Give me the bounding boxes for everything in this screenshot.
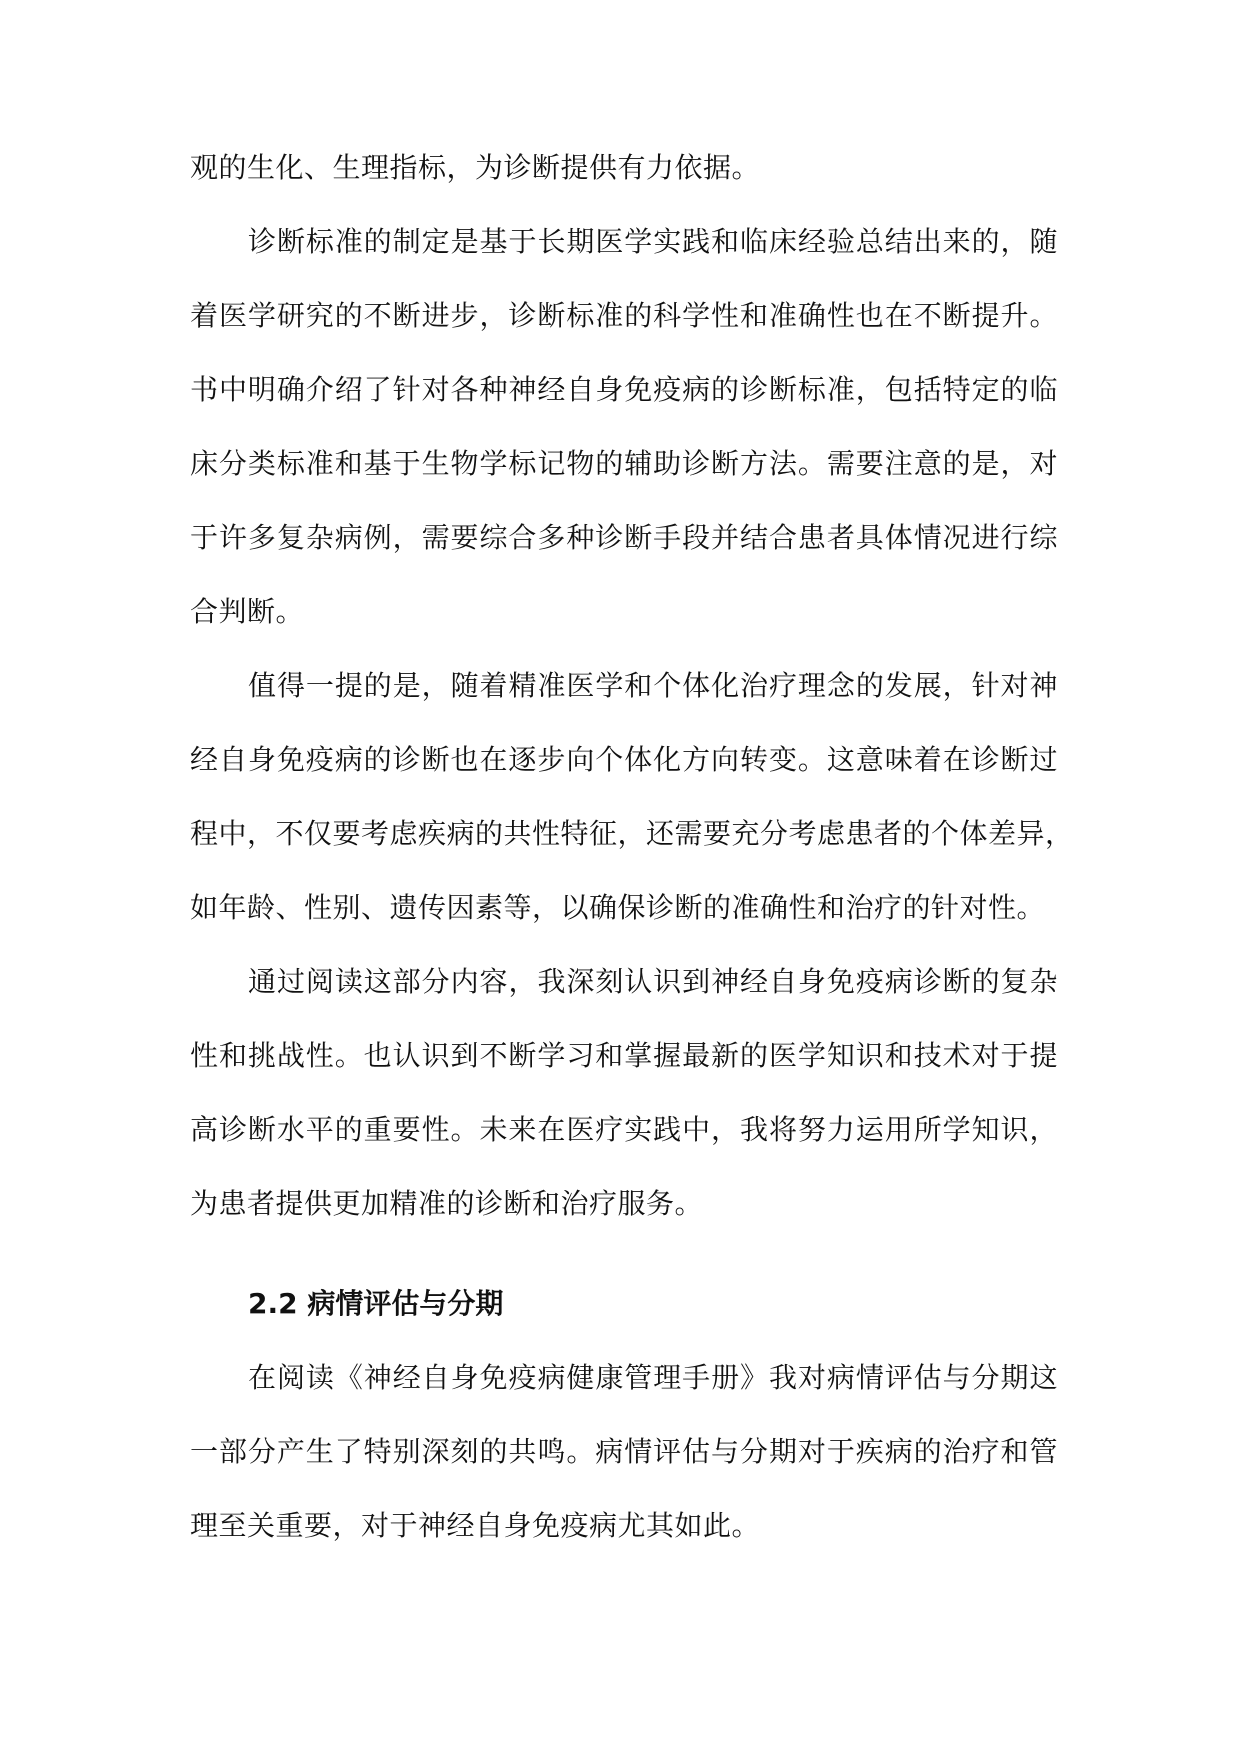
- paragraph-line: 书中明确介绍了针对各种神经自身免疫病的诊断标准，包括特定的临: [190, 373, 1058, 406]
- paragraph-line: 在阅读《神经自身免疫病健康管理手册》我对病情评估与分期这: [248, 1361, 1058, 1394]
- paragraph-line: 着医学研究的不断进步，诊断标准的科学性和准确性也在不断提升。: [190, 299, 1058, 332]
- paragraph-line: 值得一提的是，随着精准医学和个体化治疗理念的发展，针对神: [248, 669, 1058, 702]
- paragraph-line: 理至关重要，对于神经自身免疫病尤其如此。: [190, 1509, 761, 1542]
- paragraph-line: 高诊断水平的重要性。未来在医疗实践中，我将努力运用所学知识，: [190, 1113, 1058, 1146]
- paragraph-line: 于许多复杂病例，需要综合多种诊断手段并结合患者具体情况进行综: [190, 521, 1058, 554]
- paragraph-line: 诊断标准的制定是基于长期医学实践和临床经验总结出来的，随: [248, 225, 1058, 258]
- paragraph-line: 通过阅读这部分内容，我深刻认识到神经自身免疫病诊断的复杂: [248, 965, 1058, 998]
- paragraph-line: 一部分产生了特别深刻的共鸣。病情评估与分期对于疾病的治疗和管: [190, 1435, 1058, 1468]
- page-content: [190, 148, 1074, 1580]
- paragraph-line: 如年龄、性别、遗传因素等，以确保诊断的准确性和治疗的针对性。: [190, 891, 1046, 924]
- paragraph-line: 程中，不仅要考虑疾病的共性特征，还需要充分考虑患者的个体差异，: [190, 817, 1074, 850]
- paragraph-line: 性和挑战性。也认识到不断学习和掌握最新的医学知识和技术对于提: [190, 1039, 1058, 1072]
- paragraph-line: 经自身免疫病的诊断也在逐步向个体化方向转变。这意味着在诊断过: [190, 743, 1058, 776]
- paragraph-line: 为患者提供更加精准的诊断和治疗服务。: [190, 1187, 704, 1220]
- paragraph-line: 床分类标准和基于生物学标记物的辅助诊断方法。需要注意的是，对: [190, 447, 1058, 480]
- paragraph-line: 合判断。: [190, 595, 305, 628]
- section-heading: 2.2 病情评估与分期: [248, 1287, 504, 1320]
- paragraph-line: 观的生化、生理指标，为诊断提供有力依据。: [190, 151, 761, 184]
